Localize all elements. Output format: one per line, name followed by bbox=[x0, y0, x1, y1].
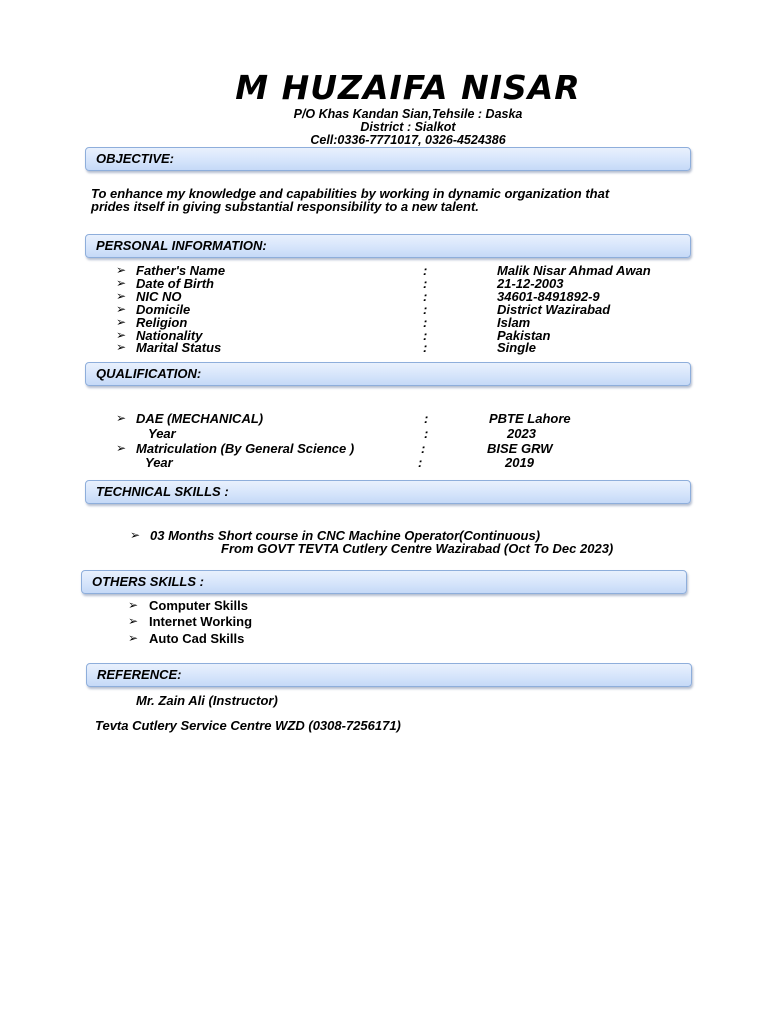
technical-skills-heading: TECHNICAL SKILLS : bbox=[85, 480, 691, 504]
matric-year-label: Year bbox=[145, 455, 173, 470]
bullet-arrow-icon: ➢ bbox=[116, 301, 127, 316]
dae-year-label: Year bbox=[148, 426, 176, 441]
separator: : bbox=[423, 263, 428, 278]
personal-info-label: Nationality bbox=[136, 327, 203, 343]
separator: : bbox=[418, 455, 423, 470]
others-skill-item: Auto Cad Skills bbox=[149, 630, 245, 646]
personal-info-value: Single bbox=[497, 340, 537, 356]
bullet-arrow-icon: ➢ bbox=[116, 441, 127, 455]
qualification-heading: QUALIFICATION: bbox=[85, 362, 691, 386]
reference-person: Mr. Zain Ali (Instructor) bbox=[136, 693, 278, 708]
bullet-arrow-icon: ➢ bbox=[130, 528, 141, 542]
objective-heading: OBJECTIVE: bbox=[85, 147, 691, 171]
objective-line-2: prides itself in giving substantial responsibility to a new talent. bbox=[91, 199, 479, 214]
bullet-arrow-icon: ➢ bbox=[116, 314, 127, 329]
bullet-arrow-icon: ➢ bbox=[116, 263, 127, 277]
bullet-arrow-icon: ➢ bbox=[116, 327, 127, 342]
separator: : bbox=[423, 288, 428, 304]
personal-info-label: NIC NO bbox=[136, 288, 182, 304]
technical-skill-line-2: From GOVT TEVTA Cutlery Centre Wazirabad (Oct To Dec 2023) bbox=[221, 541, 614, 556]
separator: : bbox=[423, 275, 428, 291]
personal-info-value: District Wazirabad bbox=[497, 301, 611, 317]
matric-label: Matriculation (By General Science ) bbox=[136, 441, 355, 456]
technical-skill-line-1: 03 Months Short course in CNC Machine Operator(Continuous) bbox=[150, 528, 541, 543]
bullet-arrow-icon: ➢ bbox=[128, 598, 139, 612]
others-skills-heading: OTHERS SKILLS : bbox=[81, 570, 687, 594]
separator: : bbox=[421, 441, 426, 456]
personal-info-label: Domicile bbox=[136, 301, 191, 317]
personal-info-value: Islam bbox=[497, 314, 531, 330]
separator: : bbox=[424, 426, 429, 441]
reference-heading: REFERENCE: bbox=[86, 663, 692, 687]
district-line: District : Sialkot bbox=[360, 120, 456, 134]
personal-info-heading: PERSONAL INFORMATION: bbox=[85, 234, 691, 258]
dae-year-value: 2023 bbox=[507, 426, 536, 441]
candidate-name: M HUZAIFA NISAR bbox=[235, 68, 581, 107]
reference-organization: Tevta Cutlery Service Centre WZD (0308-7256171) bbox=[95, 718, 401, 733]
personal-info-label: Religion bbox=[136, 314, 188, 330]
others-skill-item: Computer Skills bbox=[149, 598, 248, 613]
personal-info-label: Father's Name bbox=[136, 263, 226, 278]
matric-value: BISE GRW bbox=[487, 441, 553, 456]
dae-label: DAE (MECHANICAL) bbox=[136, 411, 264, 426]
personal-info-value: Malik Nisar Ahmad Awan bbox=[497, 263, 651, 278]
personal-info-value: 34601-8491892-9 bbox=[497, 288, 600, 304]
bullet-arrow-icon: ➢ bbox=[116, 275, 127, 290]
dae-value: PBTE Lahore bbox=[489, 411, 571, 426]
bullet-arrow-icon: ➢ bbox=[128, 614, 139, 629]
personal-info-value: 21-12-2003 bbox=[497, 275, 564, 291]
objective-line-1: To enhance my knowledge and capabilities by working in dynamic organization that bbox=[91, 186, 610, 201]
address-line: P/O Khas Kandan Sian,Tehsile : Daska bbox=[293, 107, 523, 121]
cell-line: Cell:0336-7771017, 0326-4524386 bbox=[310, 133, 506, 147]
personal-info-value: Pakistan bbox=[497, 327, 551, 343]
bullet-arrow-icon: ➢ bbox=[128, 630, 139, 645]
personal-info-label: Marital Status bbox=[136, 340, 222, 356]
bullet-arrow-icon: ➢ bbox=[116, 340, 127, 355]
personal-info-label: Date of Birth bbox=[136, 275, 214, 291]
matric-year-value: 2019 bbox=[505, 455, 534, 470]
separator: : bbox=[423, 340, 428, 356]
others-skill-item: Internet Working bbox=[149, 614, 253, 630]
bullet-arrow-icon: ➢ bbox=[116, 411, 127, 425]
separator: : bbox=[423, 314, 428, 330]
separator: : bbox=[424, 411, 429, 426]
separator: : bbox=[423, 327, 428, 343]
bullet-arrow-icon: ➢ bbox=[116, 288, 127, 303]
separator: : bbox=[423, 301, 428, 317]
